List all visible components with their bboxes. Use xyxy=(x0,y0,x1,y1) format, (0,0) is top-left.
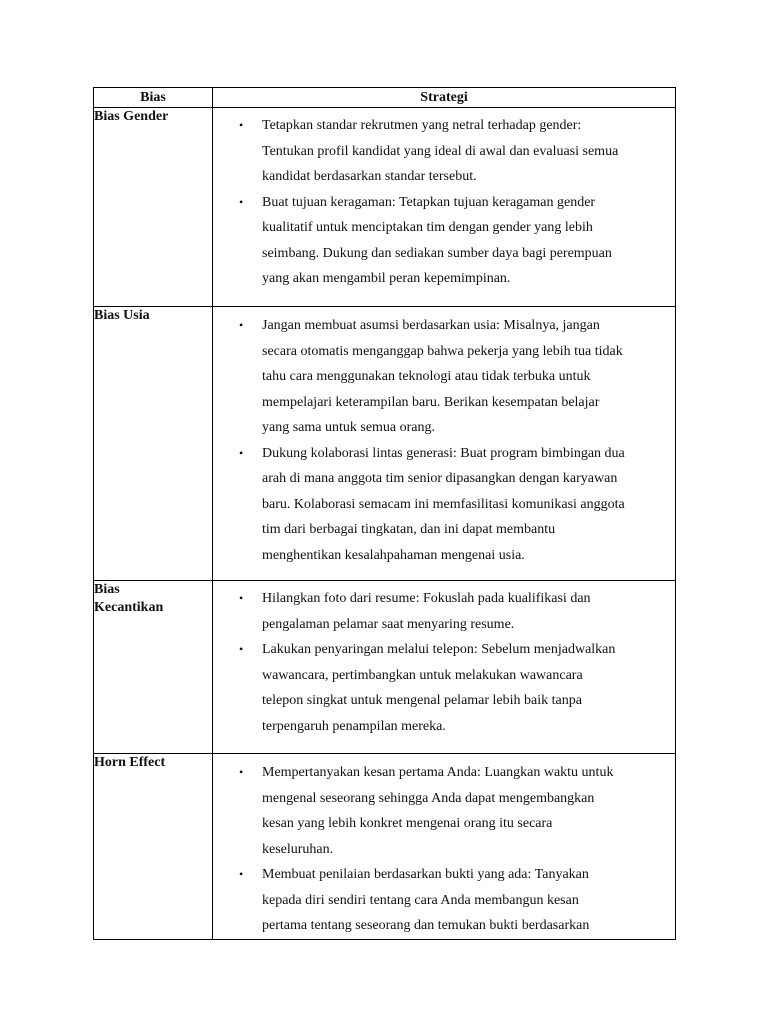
strategy-line: Hilangkan foto dari resume: Fokuslah pada kualifikasi dan xyxy=(262,591,591,606)
strategy-cell xyxy=(213,307,676,581)
table-row-bias-usia xyxy=(94,307,676,581)
strategy-list xyxy=(213,108,675,292)
strategy-cell xyxy=(213,754,676,940)
table-row-horn-effect xyxy=(94,754,676,940)
strategy-line: baru. Kolaborasi semacam ini memfasilitasi komunikasi anggota xyxy=(262,496,625,512)
strategy-line: wawancara, pertimbangkan untuk melakukan wawancara xyxy=(262,667,583,683)
strategy-line: menghentikan kesalahpahaman mengenai usia. xyxy=(262,547,525,563)
bias-name-cell xyxy=(94,307,213,581)
strategy-line: Tetapkan standar rekrutmen yang netral terhadap gender: xyxy=(262,118,582,133)
strategy-line: terpengaruh penampilan mereka. xyxy=(262,718,446,734)
bias-strategy-table xyxy=(93,87,676,940)
bias-name: Horn Effect xyxy=(94,755,166,770)
bias-name-cell xyxy=(94,754,213,940)
bias-name-cell xyxy=(94,108,213,307)
header-bias: Bias xyxy=(94,88,213,108)
strategy-line: kualitatif untuk menciptakan tim dengan gender yang lebih xyxy=(262,220,593,235)
strategy-line: seimbang. Dukung dan sediakan sumber daya bagi perempuan xyxy=(262,245,612,261)
strategy-item xyxy=(213,862,675,939)
strategy-line: pertama tentang seseorang dan temukan bukti berdasarkan xyxy=(262,918,590,933)
strategy-line: Dukung kolaborasi lintas generasi: Buat program bimbingan dua xyxy=(262,445,625,461)
strategy-line: Membuat penilaian berdasarkan bukti yang ada: Tanyakan xyxy=(262,867,589,882)
strategy-line: yang akan mengambil peran kepemimpinan. xyxy=(262,271,511,286)
table-row-bias-kecantikan xyxy=(94,581,676,754)
bullet-icon: • xyxy=(239,194,244,209)
bullet-icon: • xyxy=(239,765,244,779)
header-strategy: Strategi xyxy=(213,88,676,108)
strategy-line: Jangan membuat asumsi berdasarkan usia: Misalnya, jangan xyxy=(262,318,600,333)
bias-name-cell xyxy=(94,581,213,754)
strategy-cell xyxy=(213,108,676,307)
strategy-line: Mempertanyakan kesan pertama Anda: Luangkan waktu untuk xyxy=(262,765,614,780)
strategy-line: mengenal seseorang sehingga Anda dapat mengembangkan xyxy=(262,790,595,806)
strategy-cell xyxy=(213,581,676,754)
strategy-line: tahu cara menggunakan teknologi atau tidak terbuka untuk xyxy=(262,369,591,384)
strategy-line: telepon singkat untuk mengenal pelamar lebih baik tanpa xyxy=(262,693,582,708)
bias-name-line: Bias xyxy=(94,582,120,597)
strategy-line: kepada diri sendiri tentang cara Anda membangun kesan xyxy=(262,892,579,908)
bias-name: Bias Usia xyxy=(94,308,150,323)
strategy-line: Lakukan penyaringan melalui telepon: Sebelum menjadwalkan xyxy=(262,642,616,657)
bullet-icon: • xyxy=(239,642,244,656)
strategy-line: pengalaman pelamar saat menyaring resume. xyxy=(262,616,515,632)
strategy-line: Buat tujuan keragaman: Tetapkan tujuan keragaman gender xyxy=(262,194,596,210)
table-header-row xyxy=(94,88,676,108)
strategy-item xyxy=(213,313,675,441)
strategy-list xyxy=(213,307,675,568)
strategy-line: keseluruhan. xyxy=(262,841,334,857)
bias-name-line: Kecantikan xyxy=(94,600,164,615)
bullet-icon: • xyxy=(239,318,244,332)
strategy-item xyxy=(213,760,675,862)
strategy-line: Tentukan profil kandidat yang ideal di awal dan evaluasi semua xyxy=(262,143,619,159)
strategy-line: kesan yang lebih konkret mengenai orang itu secara xyxy=(262,816,553,831)
strategy-line: arah di mana anggota tim senior dipasangkan dengan karyawan xyxy=(262,471,618,486)
strategy-line: tim dari berbagai tingkatan, dan ini dapat membantu xyxy=(262,522,556,537)
strategy-line: kandidat berdasarkan standar tersebut. xyxy=(262,169,477,184)
strategy-item xyxy=(213,113,675,190)
strategy-item xyxy=(213,190,675,292)
strategy-list xyxy=(213,754,675,939)
strategy-line: yang sama untuk semua orang. xyxy=(262,420,436,435)
strategy-line: secara otomatis menganggap bahwa pekerja yang lebih tua tidak xyxy=(262,343,623,359)
strategy-item xyxy=(213,586,675,637)
table-row-bias-gender xyxy=(94,108,676,307)
strategy-line: mempelajari keterampilan baru. Berikan kesempatan belajar xyxy=(262,394,600,410)
bullet-icon: • xyxy=(239,118,244,132)
strategy-list xyxy=(213,581,675,739)
bullet-icon: • xyxy=(239,445,244,460)
bullet-icon: • xyxy=(239,867,244,881)
bullet-icon: • xyxy=(239,591,244,605)
strategy-item xyxy=(213,441,675,569)
strategy-item xyxy=(213,637,675,739)
bias-name: Bias Gender xyxy=(94,109,169,124)
